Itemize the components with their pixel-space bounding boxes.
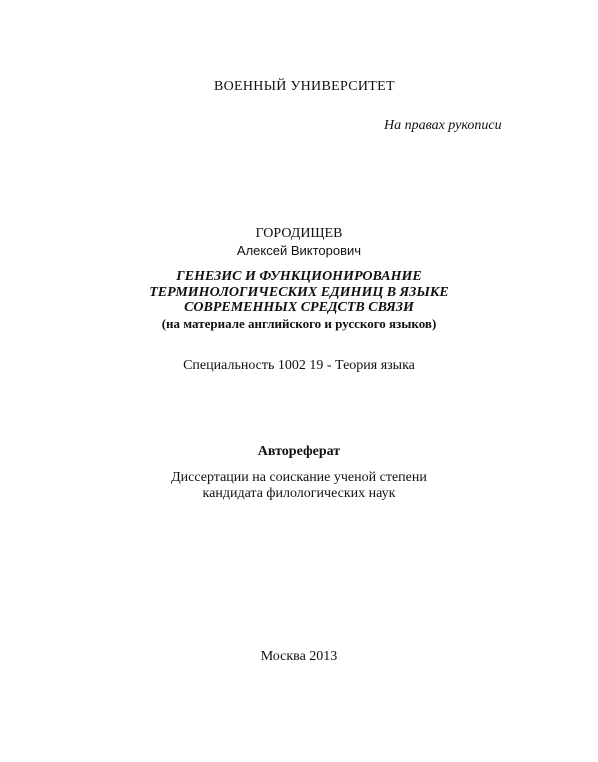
institution-name: ВОЕННЫЙ УНИВЕРСИТЕТ bbox=[214, 79, 395, 94]
purpose-line-1: Диссертации на соискание ученой степени bbox=[171, 470, 427, 485]
degree-purpose bbox=[0, 470, 598, 502]
author-surname: ГОРОДИЩЕВ bbox=[255, 226, 343, 241]
specialty: Специальность 1002 19 - Теория языка bbox=[183, 358, 415, 373]
purpose-line-2: кандидата филологических наук bbox=[202, 486, 396, 501]
document-type: Автореферат bbox=[257, 444, 341, 459]
title-subtitle: (на материале английского и русского языков) bbox=[161, 315, 437, 331]
title-line-1: ГЕНЕЗИС И ФУНКЦИОНИРОВАНИЕ bbox=[176, 269, 422, 284]
dissertation-title bbox=[0, 269, 598, 331]
city-year: Москва 2013 bbox=[260, 649, 338, 664]
title-line-3: СОВРЕМЕННЫХ СРЕДСТВ СВЯЗИ bbox=[184, 300, 414, 315]
manuscript-note: На правах рукописи bbox=[384, 118, 502, 133]
title-line-2: ТЕРМИНОЛОГИЧЕСКИХ ЕДИНИЦ В ЯЗЫКЕ bbox=[149, 284, 449, 300]
author-given-names: Алексей Викторович bbox=[236, 243, 362, 258]
